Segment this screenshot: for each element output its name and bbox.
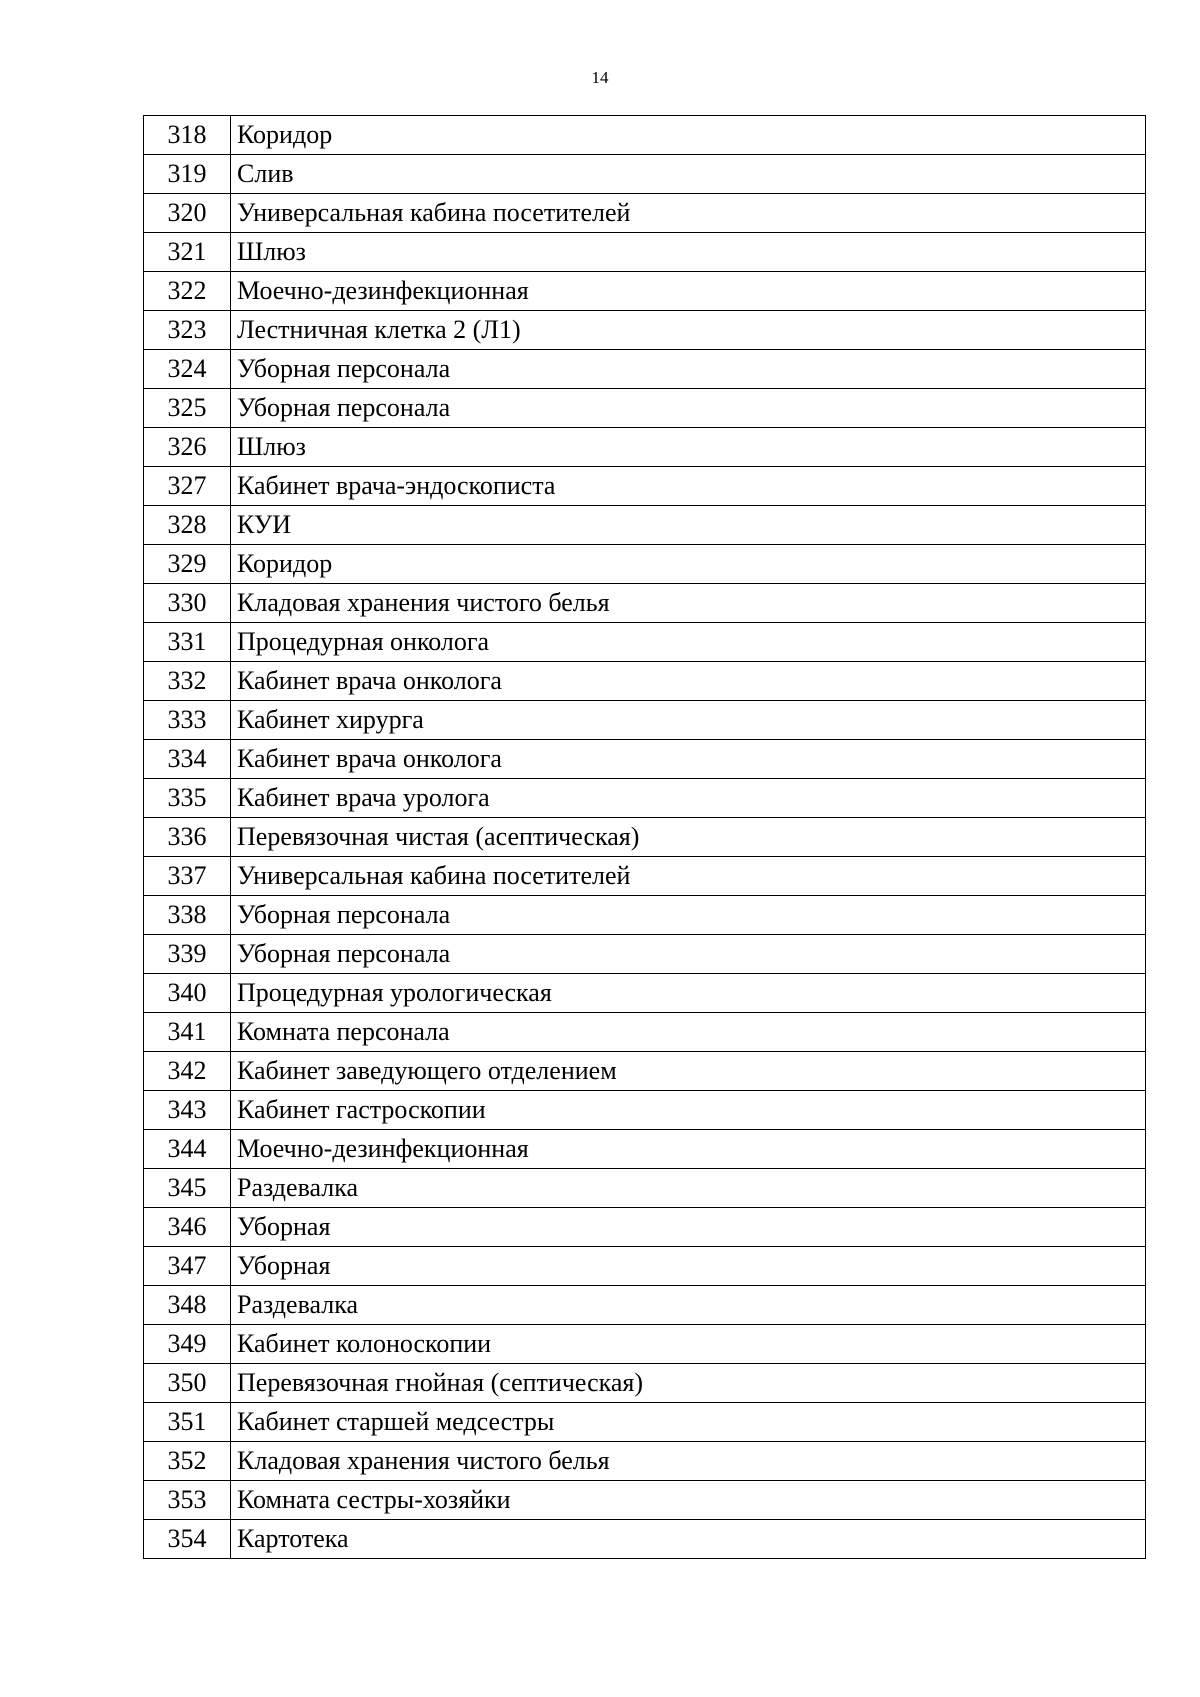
table-row bbox=[144, 584, 1146, 623]
room-number-cell: 341 bbox=[144, 1013, 231, 1052]
room-number-cell: 340 bbox=[144, 974, 231, 1013]
room-name-cell: Кабинет врача онколога bbox=[231, 662, 1146, 701]
table-row bbox=[144, 1091, 1146, 1130]
room-number-cell: 334 bbox=[144, 740, 231, 779]
room-number-cell: 351 bbox=[144, 1403, 231, 1442]
table-row bbox=[144, 896, 1146, 935]
rooms-table bbox=[143, 115, 1146, 1559]
table-row bbox=[144, 701, 1146, 740]
table-row bbox=[144, 740, 1146, 779]
room-number-cell: 324 bbox=[144, 350, 231, 389]
room-name-cell: Картотека bbox=[231, 1520, 1146, 1559]
room-number-cell: 328 bbox=[144, 506, 231, 545]
room-number-cell: 322 bbox=[144, 272, 231, 311]
table-row bbox=[144, 1325, 1146, 1364]
room-name-cell: Шлюз bbox=[231, 428, 1146, 467]
room-number-cell: 350 bbox=[144, 1364, 231, 1403]
room-number-cell: 318 bbox=[144, 116, 231, 155]
table-row bbox=[144, 818, 1146, 857]
room-number-cell: 325 bbox=[144, 389, 231, 428]
room-name-cell: Кладовая хранения чистого белья bbox=[231, 584, 1146, 623]
table-row bbox=[144, 1520, 1146, 1559]
room-number-cell: 348 bbox=[144, 1286, 231, 1325]
room-number-cell: 343 bbox=[144, 1091, 231, 1130]
room-name-cell: Кабинет хирурга bbox=[231, 701, 1146, 740]
table-row bbox=[144, 545, 1146, 584]
room-name-cell: Коридор bbox=[231, 116, 1146, 155]
rooms-table-body bbox=[144, 116, 1146, 1559]
room-number-cell: 331 bbox=[144, 623, 231, 662]
room-name-cell: Универсальная кабина посетителей bbox=[231, 194, 1146, 233]
room-name-cell: Универсальная кабина посетителей bbox=[231, 857, 1146, 896]
table-row bbox=[144, 1403, 1146, 1442]
room-number-cell: 338 bbox=[144, 896, 231, 935]
room-number-cell: 327 bbox=[144, 467, 231, 506]
table-row bbox=[144, 1169, 1146, 1208]
table-row bbox=[144, 1013, 1146, 1052]
table-row bbox=[144, 1208, 1146, 1247]
room-number-cell: 329 bbox=[144, 545, 231, 584]
room-name-cell: Перевязочная гнойная (септическая) bbox=[231, 1364, 1146, 1403]
table-row bbox=[144, 467, 1146, 506]
table-row bbox=[144, 233, 1146, 272]
room-name-cell: Комната персонала bbox=[231, 1013, 1146, 1052]
table-row bbox=[144, 194, 1146, 233]
room-number-cell: 335 bbox=[144, 779, 231, 818]
room-number-cell: 320 bbox=[144, 194, 231, 233]
room-name-cell: Комната сестры-хозяйки bbox=[231, 1481, 1146, 1520]
room-name-cell: Раздевалка bbox=[231, 1286, 1146, 1325]
room-number-cell: 323 bbox=[144, 311, 231, 350]
room-name-cell: Коридор bbox=[231, 545, 1146, 584]
room-number-cell: 352 bbox=[144, 1442, 231, 1481]
room-name-cell: Кабинет заведующего отделением bbox=[231, 1052, 1146, 1091]
room-name-cell: Шлюз bbox=[231, 233, 1146, 272]
table-row bbox=[144, 1286, 1146, 1325]
table-row bbox=[144, 623, 1146, 662]
room-name-cell: Кабинет врача уролога bbox=[231, 779, 1146, 818]
table-row bbox=[144, 779, 1146, 818]
room-name-cell: КУИ bbox=[231, 506, 1146, 545]
table-row bbox=[144, 1442, 1146, 1481]
room-name-cell: Процедурная урологическая bbox=[231, 974, 1146, 1013]
table-row bbox=[144, 1130, 1146, 1169]
table-row bbox=[144, 389, 1146, 428]
room-number-cell: 344 bbox=[144, 1130, 231, 1169]
room-name-cell: Моечно-дезинфекционная bbox=[231, 272, 1146, 311]
table-row bbox=[144, 1052, 1146, 1091]
room-name-cell: Уборная персонала bbox=[231, 896, 1146, 935]
room-number-cell: 336 bbox=[144, 818, 231, 857]
table-row bbox=[144, 974, 1146, 1013]
room-name-cell: Кабинет старшей медсестры bbox=[231, 1403, 1146, 1442]
room-number-cell: 326 bbox=[144, 428, 231, 467]
page-number: 14 bbox=[591, 68, 609, 87]
room-name-cell: Кладовая хранения чистого белья bbox=[231, 1442, 1146, 1481]
room-number-cell: 321 bbox=[144, 233, 231, 272]
room-name-cell: Процедурная онколога bbox=[231, 623, 1146, 662]
room-name-cell: Слив bbox=[231, 155, 1146, 194]
room-number-cell: 349 bbox=[144, 1325, 231, 1364]
room-name-cell: Перевязочная чистая (асептическая) bbox=[231, 818, 1146, 857]
room-name-cell: Уборная персонала bbox=[231, 350, 1146, 389]
room-number-cell: 342 bbox=[144, 1052, 231, 1091]
room-number-cell: 337 bbox=[144, 857, 231, 896]
table-row bbox=[144, 662, 1146, 701]
room-number-cell: 347 bbox=[144, 1247, 231, 1286]
table-row bbox=[144, 272, 1146, 311]
room-number-cell: 353 bbox=[144, 1481, 231, 1520]
table-row bbox=[144, 857, 1146, 896]
room-number-cell: 319 bbox=[144, 155, 231, 194]
table-row bbox=[144, 1481, 1146, 1520]
room-name-cell: Лестничная клетка 2 (Л1) bbox=[231, 311, 1146, 350]
room-number-cell: 354 bbox=[144, 1520, 231, 1559]
room-name-cell: Уборная bbox=[231, 1208, 1146, 1247]
room-name-cell: Кабинет гастроскопии bbox=[231, 1091, 1146, 1130]
table-row bbox=[144, 506, 1146, 545]
table-row bbox=[144, 935, 1146, 974]
room-number-cell: 339 bbox=[144, 935, 231, 974]
room-name-cell: Кабинет врача-эндоскописта bbox=[231, 467, 1146, 506]
table-row bbox=[144, 1364, 1146, 1403]
table-row bbox=[144, 311, 1146, 350]
room-name-cell: Кабинет врача онколога bbox=[231, 740, 1146, 779]
room-number-cell: 346 bbox=[144, 1208, 231, 1247]
table-row bbox=[144, 350, 1146, 389]
room-name-cell: Уборная bbox=[231, 1247, 1146, 1286]
table-row bbox=[144, 1247, 1146, 1286]
room-name-cell: Кабинет колоноскопии bbox=[231, 1325, 1146, 1364]
table-row bbox=[144, 116, 1146, 155]
room-number-cell: 330 bbox=[144, 584, 231, 623]
room-number-cell: 333 bbox=[144, 701, 231, 740]
table-row bbox=[144, 155, 1146, 194]
room-name-cell: Уборная персонала bbox=[231, 935, 1146, 974]
room-name-cell: Моечно-дезинфекционная bbox=[231, 1130, 1146, 1169]
table-row bbox=[144, 428, 1146, 467]
room-number-cell: 332 bbox=[144, 662, 231, 701]
room-name-cell: Раздевалка bbox=[231, 1169, 1146, 1208]
room-number-cell: 345 bbox=[144, 1169, 231, 1208]
room-name-cell: Уборная персонала bbox=[231, 389, 1146, 428]
